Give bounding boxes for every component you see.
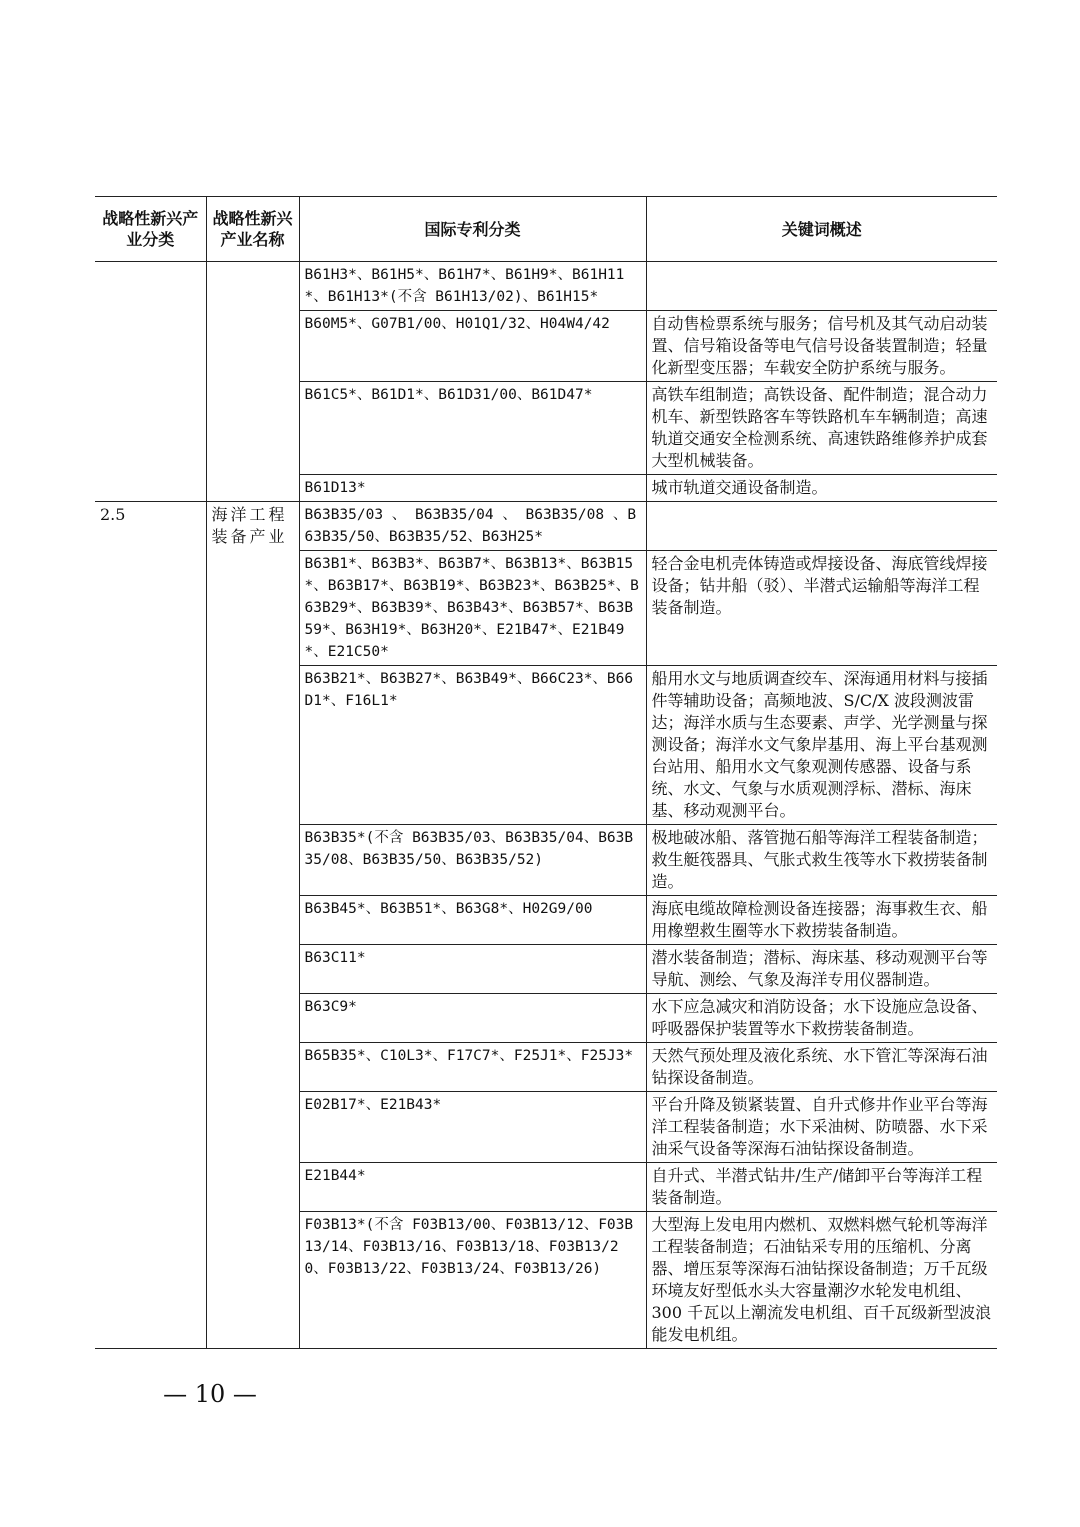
keywords-cell [646, 262, 997, 311]
ipc-cell: B63B1*、B63B3*、B63B7*、B63B13*、B63B15*、B63B17*、B63B19*、B63B23*、B63B25*、B63B29*、B63B39*、B63B43*、B63B57*、B63B59*、B63H19*、B63H20*、E21B47*、E21B49*、E21C50* [299, 551, 646, 666]
table-row [95, 262, 997, 311]
ipc-cell: E21B44* [299, 1163, 646, 1212]
ipc-cell: B61D13* [299, 475, 646, 502]
keywords-cell: 海底电缆故障检测设备连接器；海事救生衣、船用橡塑救生圈等水下救捞装备制造。 [646, 896, 997, 945]
keywords-cell: 潜水装备制造；潜标、海床基、移动观测平台等导航、测绘、气象及海洋专用仪器制造。 [646, 945, 997, 994]
ipc-cell: B63B35/03 、 B63B35/04 、 B63B35/08 、B63B35/50、B63B35/52、B63H25* [299, 502, 646, 551]
table-row [95, 502, 997, 551]
ipc-cell: B63C9* [299, 994, 646, 1043]
header-keywords: 关键词概述 [646, 197, 997, 262]
ipc-cell: B63B21*、B63B27*、B63B49*、B66C23*、B66D1*、F16L1* [299, 666, 646, 825]
industry-name-cell: 海洋工程装备产业 [206, 502, 299, 1349]
keywords-cell [646, 502, 997, 551]
keywords-cell: 平台升降及锁紧装置、自升式修井作业平台等海洋工程装备制造；水下采油树、防喷器、水下采油采气设备等深海石油钻探设备制造。 [646, 1092, 997, 1163]
header-category: 战略性新兴产业分类 [95, 197, 206, 262]
page-number: — 10 — [163, 1380, 257, 1408]
keywords-cell: 水下应急减灾和消防设备；水下设施应急设备、呼吸器保护装置等水下救捞装备制造。 [646, 994, 997, 1043]
classification-table [95, 196, 997, 1349]
category-cell [95, 262, 206, 502]
ipc-cell: F03B13*(不含 F03B13/00、F03B13/12、F03B13/14、F03B13/16、F03B13/18、F03B13/20、F03B13/22、F03B13/24、F03B13/26) [299, 1212, 646, 1349]
ipc-cell: B65B35*、C10L3*、F17C7*、F25J1*、F25J3* [299, 1043, 646, 1092]
ipc-cell: B61H3*、B61H5*、B61H7*、B61H9*、B61H11*、B61H13*(不含 B61H13/02)、B61H15* [299, 262, 646, 311]
ipc-cell: B63C11* [299, 945, 646, 994]
header-ipc: 国际专利分类 [299, 197, 646, 262]
keywords-cell: 高铁车组制造；高铁设备、配件制造；混合动力机车、新型铁路客车等铁路机车车辆制造；高速轨道交通安全检测系统、高速铁路维修养护成套大型机械装备。 [646, 382, 997, 475]
keywords-cell: 大型海上发电用内燃机、双燃料燃气轮机等海洋工程装备制造；石油钻采专用的压缩机、分离器、增压泵等深海石油钻探设备制造；万千瓦级环境友好型低水头大容量潮汐水轮发电机组、300 千瓦以上潮流发电机组、百千瓦级新型波浪能发电机组。 [646, 1212, 997, 1349]
industry-name-cell [206, 262, 299, 502]
ipc-cell: B61C5*、B61D1*、B61D31/00、B61D47* [299, 382, 646, 475]
category-cell: 2.5 [95, 502, 206, 1349]
keywords-cell: 船用水文与地质调查绞车、深海通用材料与接插件等辅助设备；高频地波、S/C/X 波段测波雷达；海洋水质与生态要素、声学、光学测量与探测设备；海洋水文气象岸基用、海上平台基观测台站用、船用水文气象观测传感器、设备与系统、水文、气象与水质观测浮标、潜标、海床基、移动观测平台。 [646, 666, 997, 825]
header-name: 战略性新兴产业名称 [206, 197, 299, 262]
keywords-cell: 城市轨道交通设备制造。 [646, 475, 997, 502]
keywords-cell: 极地破冰船、落管抛石船等海洋工程装备制造；救生艇筏器具、气胀式救生筏等水下救捞装备制造。 [646, 825, 997, 896]
keywords-cell: 天然气预处理及液化系统、水下管汇等深海石油钻探设备制造。 [646, 1043, 997, 1092]
table-header-row [95, 197, 997, 262]
ipc-cell: E02B17*、E21B43* [299, 1092, 646, 1163]
ipc-cell: B63B45*、B63B51*、B63G8*、H02G9/00 [299, 896, 646, 945]
keywords-cell: 自动售检票系统与服务；信号机及其气动启动装置、信号箱设备等电气信号设备装置制造；轻量化新型变压器；车载安全防护系统与服务。 [646, 311, 997, 382]
ipc-cell: B60M5*、G07B1/00、H01Q1/32、H04W4/42 [299, 311, 646, 382]
keywords-cell: 轻合金电机壳体铸造或焊接设备、海底管线焊接设备；钻井船（驳）、半潜式运输船等海洋工程装备制造。 [646, 551, 997, 666]
ipc-cell: B63B35*(不含 B63B35/03、B63B35/04、B63B35/08、B63B35/50、B63B35/52) [299, 825, 646, 896]
keywords-cell: 自升式、半潜式钻井/生产/储卸平台等海洋工程装备制造。 [646, 1163, 997, 1212]
